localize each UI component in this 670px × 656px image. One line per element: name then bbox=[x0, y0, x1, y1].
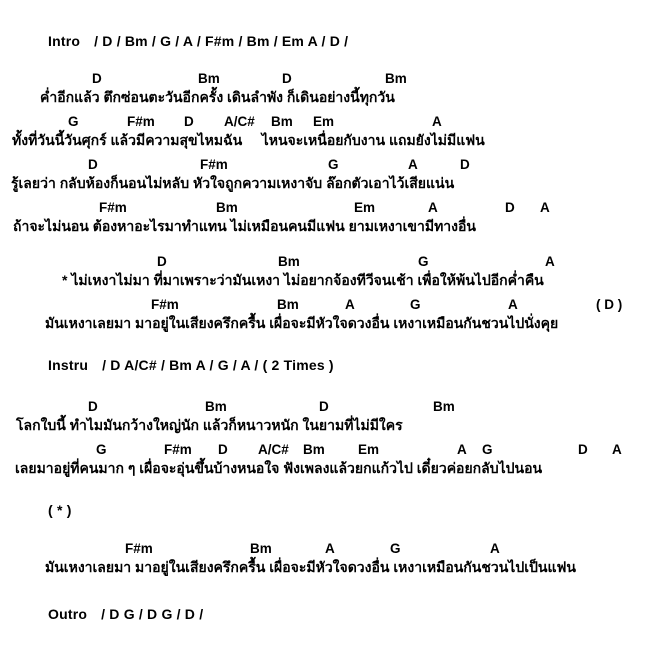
chord-label: G bbox=[410, 297, 421, 312]
chord-label: D bbox=[578, 442, 588, 457]
chord-label: A/C# bbox=[224, 114, 255, 129]
chord-label: D bbox=[282, 71, 292, 86]
chord-label: G bbox=[96, 442, 107, 457]
section-label: ( * ) bbox=[48, 502, 72, 518]
lyric-text: * ไม่เหงาไม่มา ที่มาเพราะว่ามันเหงา ไม่อยากจ้องทีวีจนเช้า เพื่อให้พ้นไปอีกค่ำคืน bbox=[62, 272, 544, 288]
section-label: Instru bbox=[48, 357, 89, 373]
section-line bbox=[48, 502, 670, 518]
chord-label: D bbox=[218, 442, 228, 457]
chord-label: A/C# bbox=[258, 442, 289, 457]
chord-label: Bm bbox=[303, 442, 325, 457]
section-line bbox=[48, 33, 670, 49]
chord-label: D bbox=[319, 399, 329, 414]
lyric-text: ถ้าจะไม่นอน ต้องหาอะไรมาทำแทน ไม่เหมือนคนมีแฟน ยามเหงาเขามีทางอื่น bbox=[13, 218, 476, 234]
chord-label: Em bbox=[358, 442, 380, 457]
chord-label: F#m bbox=[99, 200, 127, 215]
chord-label: Bm bbox=[271, 114, 293, 129]
chord-label: A bbox=[345, 297, 355, 312]
chord-label: G bbox=[418, 254, 429, 269]
lyric-text: รู้เลยว่า กลับห้องก็นอนไม่หลับ หัวใจถูกความเหงาจับ ล๊อกตัวเอาไว้เสียแน่น bbox=[11, 175, 455, 191]
chord-label: A bbox=[408, 157, 418, 172]
section-chord-sequence: / D G / D G / D / bbox=[101, 606, 204, 622]
chord-label: D bbox=[88, 399, 98, 414]
chord-label: Bm bbox=[250, 541, 272, 556]
chord-label: A bbox=[540, 200, 550, 215]
chord-label: A bbox=[545, 254, 555, 269]
section-label: Intro bbox=[48, 33, 81, 49]
chord-label: G bbox=[328, 157, 339, 172]
lyric-text: ค่ำอีกแล้ว ตึกซ่อนตะวันอีกครั้ง เดินลำพัง ก็เดินอย่างนี้ทุกวัน bbox=[40, 89, 395, 105]
chord-label: Bm bbox=[278, 254, 300, 269]
lyric-text: ทั้งที่วันนี้วันศุกร์ แล้วมีความสุขไหมฉัน ไหนจะเหนื่อยกับงาน แถมยังไม่มีแฟน bbox=[12, 132, 485, 148]
chord-label: F#m bbox=[164, 442, 192, 457]
chord-label: ( D ) bbox=[596, 297, 623, 312]
chord-label: A bbox=[508, 297, 518, 312]
lyric-text: เลยมาอยู่ที่คนมาก ๆ เผื่อจะอุ่นขึ้นบ้างหนอใจ ฟังเพลงแล้วยกแก้วไป เดี๋ยวค่อยกลับไปนอน bbox=[15, 460, 543, 476]
chord-label: D bbox=[184, 114, 194, 129]
chord-label: Bm bbox=[277, 297, 299, 312]
chord-label: Bm bbox=[385, 71, 407, 86]
chord-label: Bm bbox=[216, 200, 238, 215]
chord-label: D bbox=[157, 254, 167, 269]
chord-label: F#m bbox=[127, 114, 155, 129]
chord-label: G bbox=[482, 442, 493, 457]
chord-label: A bbox=[432, 114, 442, 129]
lyric-text: มันเหงาเลยมา มาอยู่ในเสียงครึกครื้น เผื่อจะมีหัวใจดวงอื่น เหงาเหมือนกันชวนไปนั่งคุย bbox=[45, 315, 559, 331]
chord-label: A bbox=[457, 442, 467, 457]
chord-label: A bbox=[428, 200, 438, 215]
section-label: Outro bbox=[48, 606, 88, 622]
chord-label: D bbox=[460, 157, 470, 172]
chord-label: A bbox=[325, 541, 335, 556]
chord-label: F#m bbox=[200, 157, 228, 172]
section-chord-sequence: / D A/C# / Bm A / G / A / ( 2 Times ) bbox=[102, 357, 334, 373]
chord-label: D bbox=[88, 157, 98, 172]
chord-label: G bbox=[390, 541, 401, 556]
chord-label: Bm bbox=[433, 399, 455, 414]
chord-label: Em bbox=[354, 200, 376, 215]
chord-label: Bm bbox=[205, 399, 227, 414]
chord-label: G bbox=[68, 114, 79, 129]
chord-label: F#m bbox=[125, 541, 153, 556]
chord-label: A bbox=[612, 442, 622, 457]
chord-label: D bbox=[505, 200, 515, 215]
lyric-text: โลกใบนี้ ทำไมมันกว้างใหญ่นัก แล้วก็หนาวหนัก ในยามที่ไม่มีใคร bbox=[16, 417, 403, 433]
chord-label: Bm bbox=[198, 71, 220, 86]
chord-label: F#m bbox=[151, 297, 179, 312]
section-chord-sequence: / D / Bm / G / A / F#m / Bm / Em A / D / bbox=[94, 33, 349, 49]
section-line bbox=[48, 606, 670, 622]
section-line bbox=[48, 357, 670, 373]
chord-label: Em bbox=[313, 114, 335, 129]
chord-label: D bbox=[92, 71, 102, 86]
chord-label: A bbox=[490, 541, 500, 556]
lyric-text: มันเหงาเลยมา มาอยู่ในเสียงครึกครื้น เผื่อจะมีหัวใจดวงอื่น เหงาเหมือนกันชวนไปเป็นแฟน bbox=[45, 559, 576, 575]
